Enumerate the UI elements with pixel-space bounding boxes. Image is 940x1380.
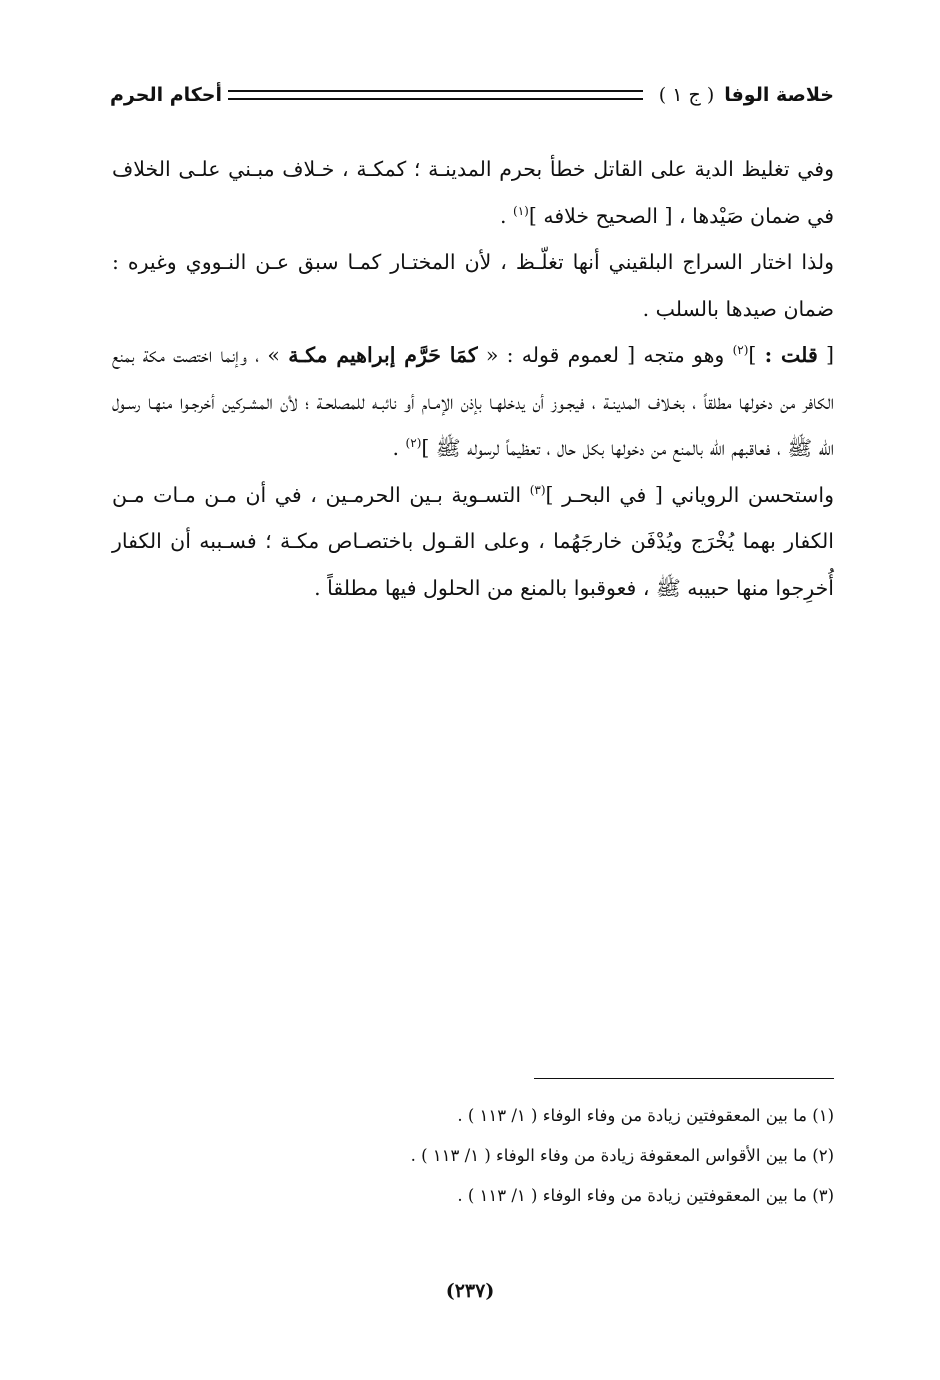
paragraph-1-text: وفي تغليظ الدية على القاتل خطأ بحرم المدينـة ؛ كمكـة ، خـلاف مبـني علـى الخلاف في ضمان صَيْدها ، [ الصحيح خلافه ] [112, 157, 834, 228]
footnote-separator [534, 1078, 834, 1079]
paragraph-4-start: واستحسن الروياني [ في البحـر ] [545, 482, 834, 507]
footnote-ref-3: (٣) [529, 482, 546, 497]
footnotes [112, 1096, 834, 1216]
paragraph-2-text: ولذا اختار السراج البلقيني أنها تغلّـظ ، لأن المختـار كمـا سبق عـن النـووي وغيره : ضمان صيدها بالسلب . [112, 250, 834, 321]
paragraph-1-end: . [499, 203, 514, 228]
bracket-close: ] [748, 343, 765, 367]
paragraph-3 [112, 332, 834, 472]
volume-label: ( ج ١ ) [658, 84, 715, 106]
running-header [110, 78, 834, 112]
bracket-open: [ [817, 343, 834, 367]
footnote-2: (٢) ما بين الأقواس المعقوفة زيادة من وفاء الوفاء ( ١/ ١١٣ ) . [410, 1146, 834, 1165]
qultu-lead: قلت : [764, 343, 818, 367]
footnote-ref-2b: (٢) [405, 436, 422, 451]
paragraph-3-end: . [392, 436, 406, 460]
chapter-title: أحكام الحرم [110, 84, 223, 106]
footnote-3: (٣) ما بين المعقوفتين زيادة من وفاء الوفاء ( ١/ ١١٣ ) . [457, 1186, 834, 1205]
paragraph-4-rest: التسـوية بـين الحرمـين ، في أن مـن مـات مـن الكفار بهما يُخْرَج ويُدْفَن خارجَهُما ، وعلى القـول باختصـاص مكـة ؛ فسـببه أن الكفار أُخرِجوا منها حبيبه ﷺ ، فعوقبوا بالمنع من الحلول فيها مطلقاً . [112, 482, 834, 600]
page-number: (٢٣٧) [445, 1280, 495, 1302]
footnote-ref-2: (٢) [732, 343, 749, 358]
paragraph-4 [112, 472, 834, 612]
hadith-quote: كمَا حَرَّم إبراهيم مكـة [288, 343, 478, 367]
paragraph-2 [112, 239, 834, 332]
paragraph-3-mid: وهو متجه [ لعموم قوله : « [477, 343, 733, 367]
header-rule [228, 90, 643, 100]
body-text [112, 146, 834, 611]
paragraph-1 [112, 146, 834, 239]
footnote-1: (١) ما بين المعقوفتين زيادة من وفاء الوفاء ( ١/ ١١٣ ) . [457, 1106, 834, 1125]
book-title: خلاصة الوفا [724, 84, 834, 106]
footnote-ref-1: (١) [513, 203, 529, 218]
paragraph-3-rest: » ، وإنما اختصت مكة بمنع الكافر من دخولها مطلقاً ، بخـلاف المدينـة ، فيجـوز أن يدخلهـا بإذن الإمـام أو نائبـه للمصلحـة ؛ لأن المشـركين أخرجـوا منهـا رسـول الله ﷺ ، فعاقبهم الله بالمنع من دخولها بكل حال ، تعظيماً لرسوله ﷺ ] [112, 343, 834, 460]
